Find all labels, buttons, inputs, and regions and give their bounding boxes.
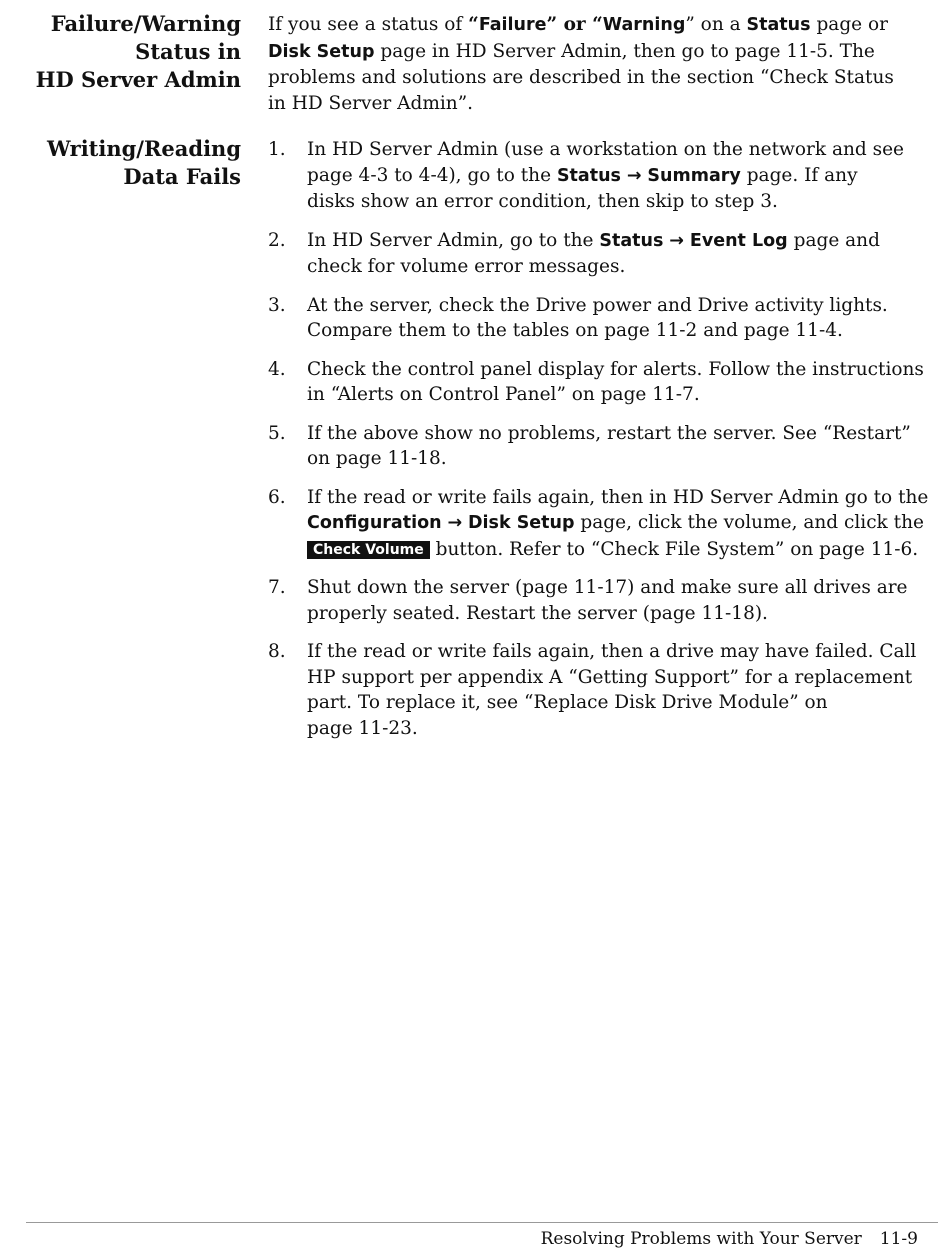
- step-text-line: page 11-23.: [307, 717, 418, 739]
- step-6: [268, 485, 940, 563]
- text: If you see a status of: [268, 14, 469, 35]
- page-footer: [541, 1228, 918, 1250]
- step-text-line: [307, 510, 940, 537]
- footer-chapter-title: Resolving Problems with Your Server: [540, 1229, 862, 1249]
- step-text-line: check for volume error messages.: [307, 256, 626, 277]
- footer-divider: [26, 1222, 938, 1223]
- quote: “: [468, 14, 479, 35]
- heading-line: Failure/Warning: [50, 11, 241, 36]
- step-7: [268, 575, 940, 626]
- text: ” on a: [685, 14, 747, 35]
- step-number: 4.: [268, 358, 286, 380]
- status-warning-term: Warning: [602, 15, 686, 35]
- step-3: [268, 293, 940, 344]
- step-number: 8.: [268, 641, 286, 662]
- step-text-line: part. To replace it, see “Replace Disk Drive Module” on: [307, 692, 828, 713]
- section-heading-failure-warning: [1, 10, 241, 94]
- text: page or: [810, 14, 888, 35]
- arrow-right-icon: →: [447, 513, 463, 533]
- step-number: 2.: [268, 229, 286, 251]
- step-text-line: [307, 537, 940, 563]
- step-text-line: In HD Server Admin (use a workstation on the network and see: [307, 139, 905, 160]
- step-text-line: If the read or write fails again, then a drive may have failed. Call: [307, 641, 917, 662]
- status-failure-term: Failure: [478, 15, 547, 35]
- text-line: in HD Server Admin”.: [268, 92, 474, 114]
- step-text-line: Check the control panel display for alerts. Follow the instructions: [307, 358, 924, 380]
- text: page in HD Server Admin, then go to page 11-5. The: [374, 40, 875, 62]
- quote: ” or: [546, 14, 593, 35]
- step-number: 6.: [268, 486, 286, 508]
- step-text-line: [307, 228, 940, 255]
- arrow-right-icon: →: [626, 165, 642, 186]
- step-text-line: properly seated. Restart the server (page 11-18).: [307, 602, 768, 624]
- step-number: 7.: [268, 577, 286, 598]
- step-text-line: disks show an error condition, then skip to step 3.: [307, 191, 778, 212]
- text: page 4-3 to 4-4), go to the: [307, 164, 557, 186]
- status-menu-term: Status: [599, 230, 664, 251]
- step-text-line: in “Alerts on Control Panel” on page 11-7.: [307, 384, 700, 405]
- disk-setup-term: Disk Setup: [268, 41, 375, 62]
- heading-line: Status in: [135, 39, 241, 64]
- step-2: [268, 228, 940, 280]
- step-8: [268, 639, 940, 741]
- troubleshooting-steps-list: [268, 137, 940, 754]
- text: page and: [787, 229, 880, 251]
- text-run: [268, 41, 875, 62]
- step-text-line: on page 11-18.: [307, 448, 447, 469]
- text: page. If any: [740, 164, 858, 186]
- step-text-line: HP support per appendix A “Getting Support” for a replacement: [307, 666, 913, 688]
- arrow-right-icon: →: [669, 230, 684, 251]
- step-number: 1.: [268, 139, 286, 160]
- status-menu-term: Status: [556, 165, 621, 186]
- status-page-term: Status: [746, 15, 811, 35]
- text: page, click the volume, and click the: [574, 512, 924, 533]
- step-text-line: Shut down the server (page 11-17) and make sure all drives are: [307, 577, 908, 598]
- step-text-line: If the above show no problems, restart the server. See “Restart”: [307, 422, 911, 444]
- step-text-line: [307, 163, 940, 190]
- section-heading-writing-reading: [1, 135, 241, 191]
- event-log-page-term: Event Log: [689, 230, 788, 251]
- failure-warning-paragraph: [268, 12, 938, 116]
- step-number: 5.: [268, 422, 286, 444]
- heading-line: Writing/Reading: [46, 136, 241, 161]
- heading-line: Data Fails: [123, 164, 241, 189]
- heading-line: HD Server Admin: [35, 67, 241, 92]
- step-text-line: If the read or write fails again, then in HD Server Admin go to the: [307, 486, 929, 508]
- step-number: 3.: [268, 294, 286, 316]
- text-line: problems and solutions are described in the section “Check Status: [268, 67, 894, 88]
- quote: “: [592, 14, 603, 35]
- check-volume-button-label: Check Volume: [307, 541, 430, 559]
- page-number: 11-9: [879, 1229, 918, 1249]
- disk-setup-page-term: Disk Setup: [468, 513, 575, 533]
- summary-page-term: Summary: [647, 165, 741, 186]
- step-5: [268, 421, 940, 472]
- text-run: [268, 14, 888, 35]
- step-text-line: Compare them to the tables on page 11-2 and page 11-4.: [307, 320, 843, 341]
- configuration-menu-term: Configuration: [307, 513, 442, 533]
- step-1: [268, 137, 940, 215]
- text: button. Refer to “Check File System” on page 11-6.: [429, 538, 919, 560]
- step-4: [268, 357, 940, 408]
- text: In HD Server Admin, go to the: [307, 229, 600, 251]
- step-text-line: At the server, check the Drive power and Drive activity lights.: [307, 294, 888, 316]
